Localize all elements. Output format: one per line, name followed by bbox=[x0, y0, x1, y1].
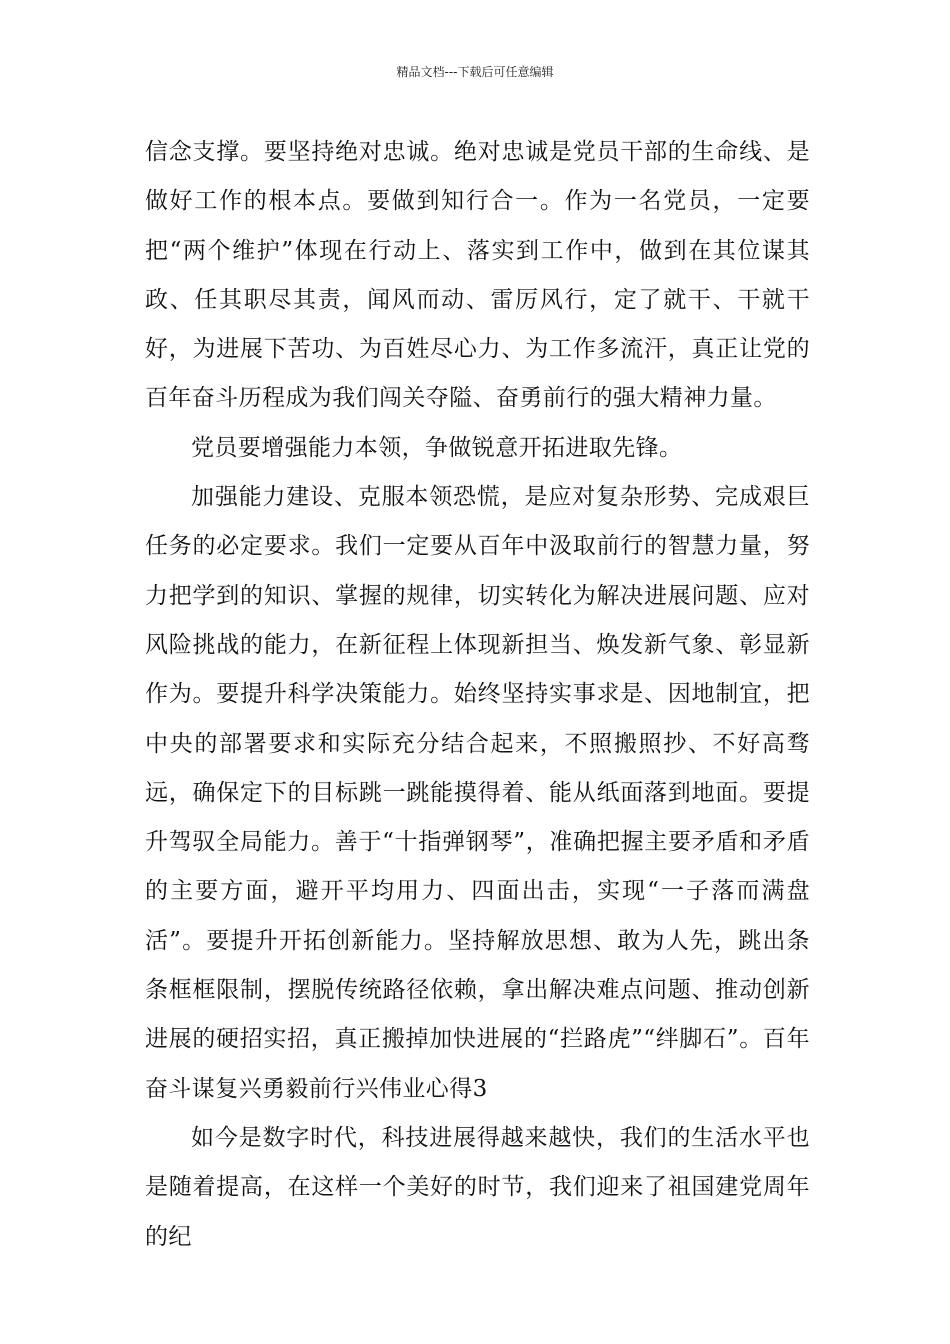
paragraph-3: 加强能力建设、克服本领恐慌，是应对复杂形势、完成艰巨任务的必定要求。我们一定要从百年中汲取前行的智慧力量，努力把学到的知识、掌握的规律，切实转化为解决进展问题、应对风险挑战的能力，在新征程上体现新担当、焕发新气象、彰显新作为。要提升科学决策能力。始终坚持实事求是、因地制宜，把中央的部署要求和实际充分结合起来，不照搬照抄、不好高骛远，确保定下的目标跳一跳能摸得着、能从纸面落到地面。要提升驾驭全局能力。善于“十指弹钢琴”，准确把握主要矛盾和矛盾的主要方面，避开平均用力、四面出击，实现“一子落而满盘活”。要提升开拓创新能力。坚持解放思想、敢为人先，跳出条条框框限制，摆脱传统路径依赖，拿出解决难点问题、推动创新进展的硬招实招，真正搬掉加快进展的“拦路虎”“绊脚石”。百年奋斗谋复兴勇毅前行兴伟业心得3 bbox=[145, 484, 810, 1102]
paragraph-2: 党员要增强能力本领，争做锐意开拓进取先锋。 bbox=[191, 434, 683, 461]
paragraph-1: 信念支撑。要坚持绝对忠诚。绝对忠诚是党员干部的生命线、是做好工作的根本点。要做到知行合一。作为一名党员，一定要把“两个维护”体现在行动上、落实到工作中，做到在其位谋其政、任其职尽其责，闻风而动、雷厉风行，定了就干、干就干好，为进展下苦功、为百姓尽心力、为工作多流汗，真正让党的百年奋斗历程成为我们闯关夺隘、奋勇前行的强大精神力量。 bbox=[145, 139, 810, 412]
paragraph-4: 如今是数字时代，科技进展得越来越快，我们的生活水平也是随着提高，在这样一个美好的时节，我们迎来了祖国建党周年的纪 bbox=[145, 1124, 810, 1250]
document-body bbox=[145, 128, 810, 1262]
page-header: 精品文档---下载后可任意编辑 bbox=[396, 65, 554, 79]
